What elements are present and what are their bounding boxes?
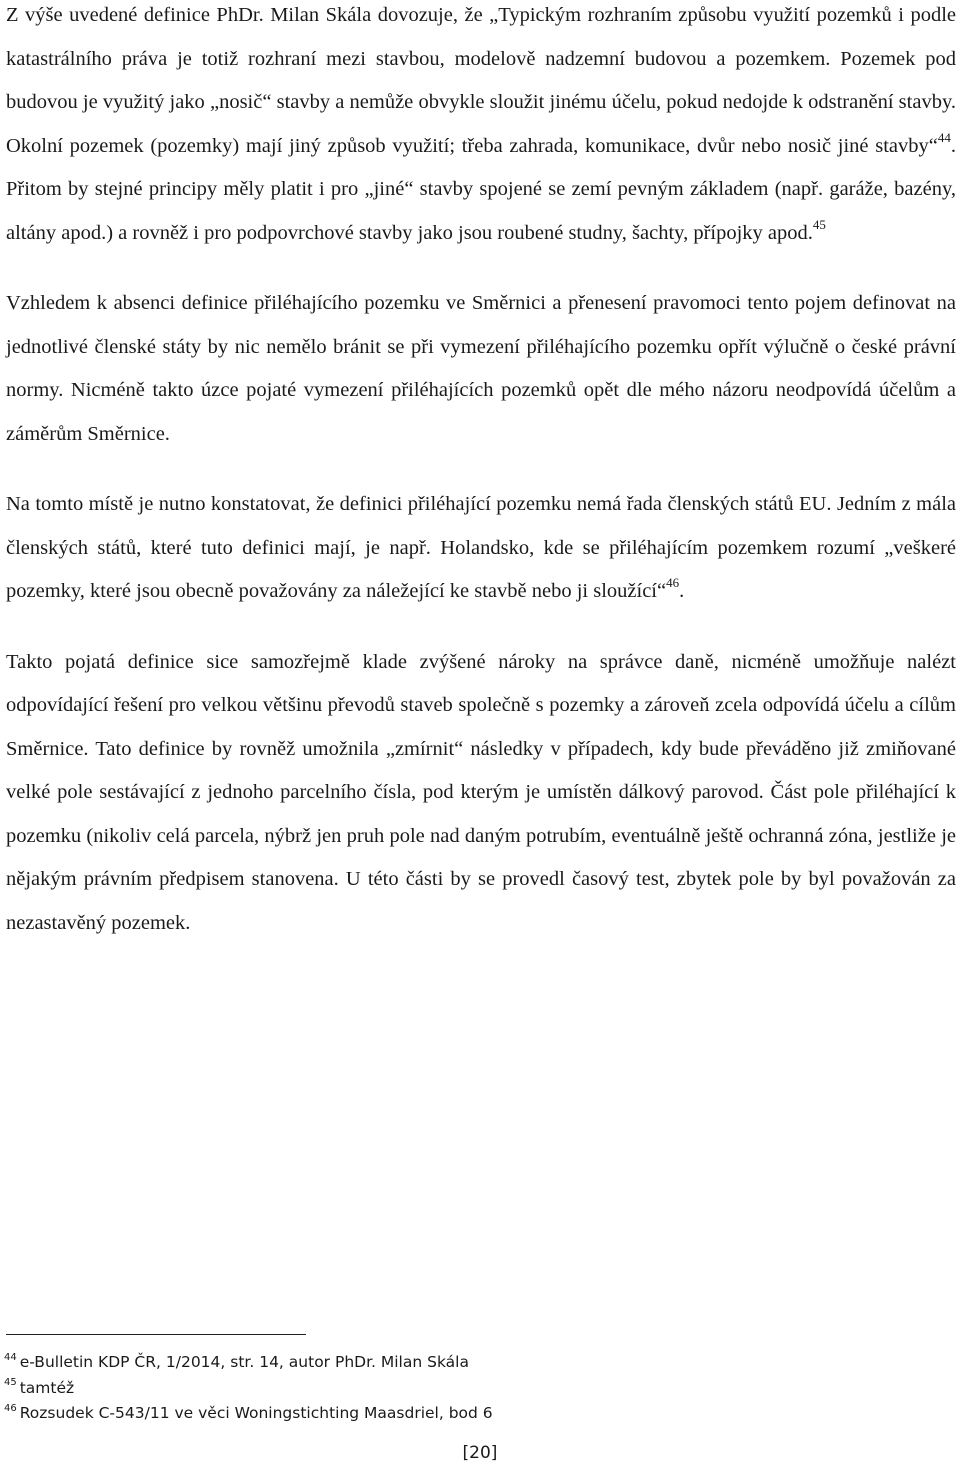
paragraph-4-text: Takto pojatá definice sice samozřejmě klade zvýšené nároky na správce daně, nicméně umožňuje nalézt odpovídající řešení pro velkou většinu převodů staveb společně s pozemky a zároveň zcela odpovídá účelu a cílům Směrnice. Tato definice by rovněž umožnila „zmírnit“ následky v případech, kdy bude převáděno již zmiňované velké pole sestávající z jednoho parcelního čísla, pod kterým je umístěn dálkový parovod. Část pole přiléhající k pozemku (nikoliv celá parcela, nýbrž jen pruh pole nad daným potrubím, eventuálně ještě ochranná zóna, jestliže je nějakým právním předpisem stanovena. U této části by se provedl časový test, zbytek pole by byl považován za nezastavěný pozemek. [6,650,956,934]
paragraph-1-text-a: Z výše uvedené definice PhDr. Milan Skála dovozuje, že „Typickým rozhraním způsobu využití pozemků i podle katastrálního práva je totiž rozhraní mezi stavbou, modelově nadzemní budovou a pozemkem. Pozemek pod budovou je využitý jako „nosič“ stavby a nemůže obvykle sloužit jinému účelu, pokud nedojde k odstranění stavby. Okolní pozemek (pozemky) mají jiný způsob využití; třeba zahrada, komunikace, dvůr nebo nosič jiné stavby“ [6,4,956,157]
paragraph-4 [6,641,956,946]
footnote-46 [4,1401,493,1427]
footnote-divider [6,1334,306,1335]
paragraph-2 [6,282,956,456]
paragraph-2-text: Vzhledem k absenci definice přiléhajícího pozemku ve Směrnici a přenesení pravomoci tento pojem definovat na jednotlivé členské státy by nic nemělo bránit se při vymezení přiléhajícího pozemku opřít výlučně o české právní normy. Nicméně takto úzce pojaté vymezení přiléhajících pozemků opět dle mého názoru neodpovídá účelům a záměrům Směrnice. [6,292,956,445]
paragraph-3 [6,483,956,614]
paragraph-1 [6,0,956,255]
footnotes [4,1350,493,1427]
footnote-ref-44[interactable]: 44 [937,129,951,145]
footnote-ref-46[interactable]: 46 [666,575,680,591]
page-number: [20] [462,1443,498,1463]
footnote-text: Rozsudek C-543/11 ve věci Woningstichting Maasdriel, bod 6 [19,1404,493,1422]
paragraph-3-text-a: Na tomto místě je nutno konstatovat, že definici přiléhající pozemku nemá řada členských států EU. Jedním z mála členských států, které tuto definici mají, je např. Holandsko, kde se přiléhajícím pozemkem rozumí „veškeré pozemky, které jsou obecně považovány za náležející ke stavbě nebo ji sloužící“ [6,493,956,602]
page-body [6,0,956,945]
paragraph-1-text-b: . Přitom by stejné principy měly platit i pro „jiné“ stavby spojené se zemí pevným základem (např. garáže, bazény, altány apod.) a rovněž i pro podpovrchové stavby jako jsou roubené studny, šachty, přípojky apod. [6,134,956,244]
footnote-45 [4,1376,493,1402]
footnote-text: tamtéž [19,1378,75,1397]
footnote-ref-45[interactable]: 45 [812,216,826,232]
footnote-text: e-Bulletin KDP ČR, 1/2014, str. 14, autor PhDr. Milan Skála [19,1353,469,1371]
footnote-number: 45 [4,1377,17,1389]
footnote-44 [4,1350,493,1376]
footnote-number: 46 [4,1402,17,1414]
footnote-number: 44 [4,1351,17,1363]
paragraph-3-text-b: . [679,580,685,602]
